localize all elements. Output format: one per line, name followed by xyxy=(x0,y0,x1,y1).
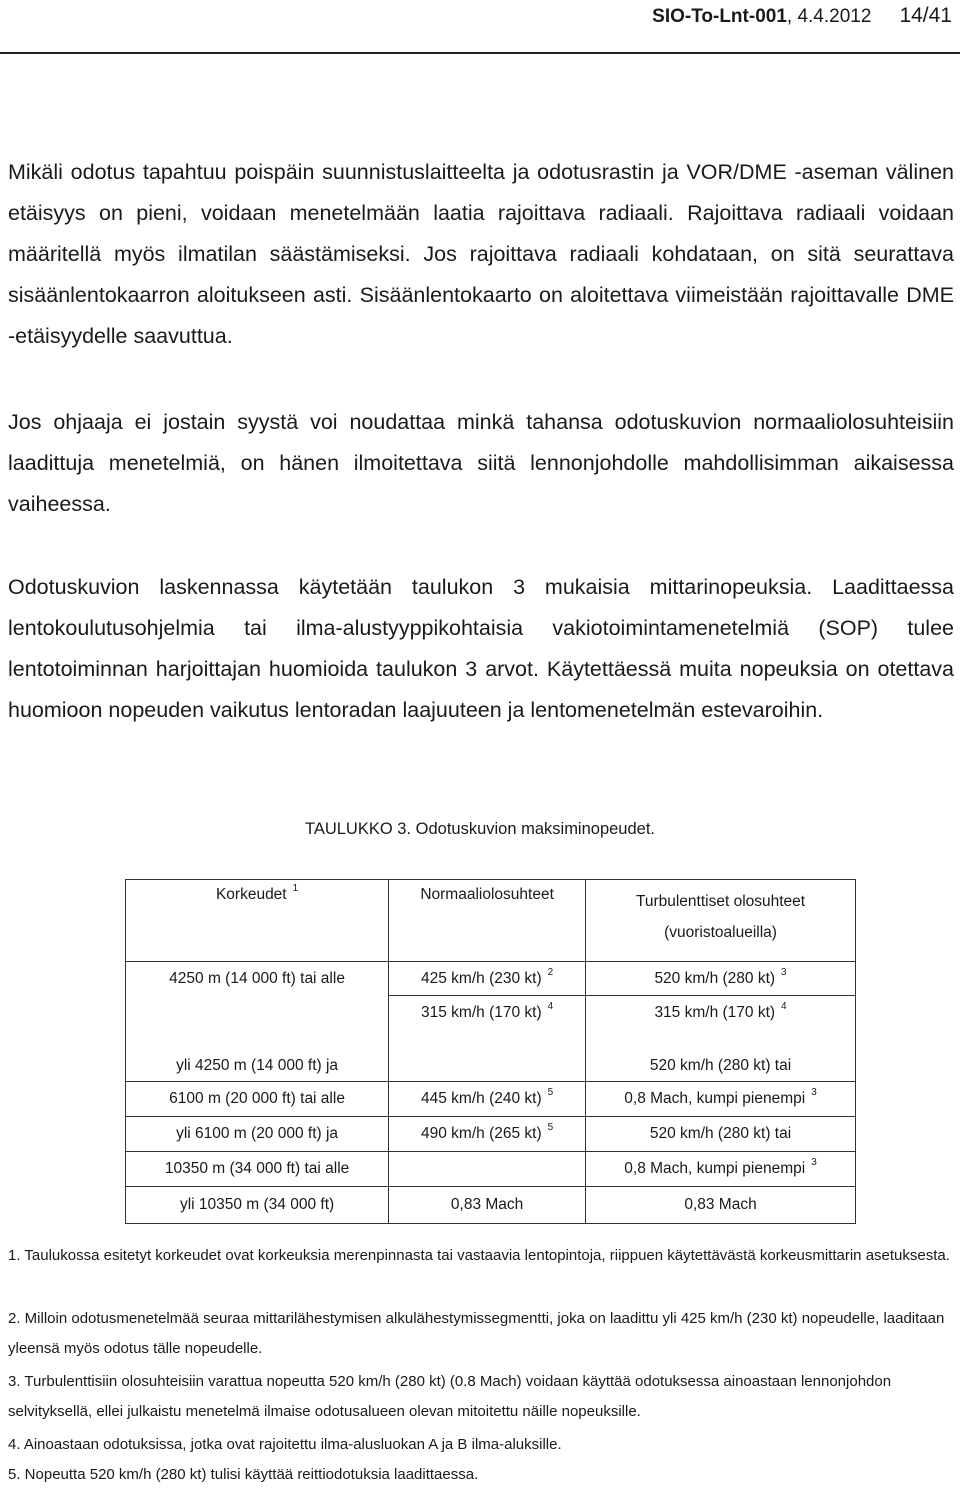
cell-turbulent: 0,8 Mach, kumpi pienempi $^3$ xyxy=(586,1152,856,1187)
cell-normal xyxy=(389,1030,586,1082)
cell-turbulent: 0,83 Mach xyxy=(586,1187,856,1224)
table-row xyxy=(126,1152,856,1187)
table-row xyxy=(126,1030,856,1082)
paragraph-limiting-radial: Mikäli odotus tapahtuu poispäin suunnistuslaitteelta ja odotusrastin ja VOR/DME -aseman välinen etäisyys on pieni, voidaan menetelmään laatia rajoittava radiaali. Rajoittava radiaali voidaan määritellä myös ilmatilan säästämiseksi. Jos rajoittava radiaali kohdataan, on sitä seurattava sisäänlentokaarron aloitukseen asti. Sisäänlentokaarto on aloitettava viimeistään rajoittavalle DME -etäisyydelle saavuttua. xyxy=(8,160,954,348)
document-date: , 4.4.2012 xyxy=(786,6,872,27)
cell-normal: 445 km/h (240 kt) $^5$ xyxy=(389,1082,586,1117)
table-row xyxy=(126,1187,856,1224)
cell-altitude: 4250 m (14 000 ft) tai alle xyxy=(126,962,389,996)
footnote-ref: 3 xyxy=(811,1157,817,1168)
paragraph-pilot-notification: Jos ohjaaja ei jostain syystä voi noudattaa minkä tahansa odotuskuvion normaaliolosuhteisiin laadittuja menetelmiä, on hänen ilmoitettava siitä lennonjohdolle mahdollisimman aikaisessa vaiheessa. xyxy=(8,410,954,516)
cell-turbulent: 315 km/h (170 kt) $^4$ xyxy=(586,996,856,1030)
header-turbulent-conditions: Turbulenttiset olosuhteet (vuoristoalueilla) xyxy=(586,880,856,962)
footnote-ref: 5 xyxy=(547,1087,554,1098)
header-rule xyxy=(0,52,960,54)
cell-turbulent: 0,8 Mach, kumpi pienempi $^3$ xyxy=(586,1082,856,1117)
header-normal-conditions: Normaaliolosuhteet xyxy=(389,880,586,962)
footnote-1: 1. Taulukossa esitetyt korkeudet ovat korkeuksia merenpinnasta tai vastaavia lentopintoja, riippuen käytettävästä korkeusmittarin asetuksesta. xyxy=(8,1247,950,1264)
header-altitudes: Korkeudet $^1$ xyxy=(126,880,389,962)
cell-altitude xyxy=(126,996,389,1030)
cell-turbulent: 520 km/h (280 kt) tai xyxy=(586,1117,856,1152)
footnote-4: 4. Ainoastaan odotuksissa, jotka ovat rajoitettu ilma-alusluokan A ja B ilma-aluksille. xyxy=(8,1436,562,1453)
footnote-3: 3. Turbulenttisiin olosuhteisiin varattua nopeutta 520 km/h (280 kt) (0.8 Mach) voidaan käyttää odotuksessa ainoastaan lennonjohdon selvityksellä, ellei julkaistu menetelmä ilmaise odotusalueen olevan mitoitettu näille nopeuksille. xyxy=(8,1373,892,1420)
cell-turbulent: 520 km/h (280 kt) tai xyxy=(586,1030,856,1082)
footnote-ref: 2 xyxy=(547,966,554,978)
table-row xyxy=(126,962,856,996)
paragraph-speed-calculation: Odotuskuvion laskennassa käytetään taulukon 3 mukaisia mittarinopeuksia. Laadittaessa lentokoulutusohjelmia tai ilma-alustyyppikohtaisia vakiotoimintamenetelmiä (SOP) tulee lentotoiminnan harjoittajan huomioida taulukon 3 arvot. Käytettäessä muita nopeuksia on otettava huomioon nopeuden vaikutus lentoradan laajuuteen ja lentomenetelmän estevaroihin. xyxy=(8,575,954,722)
cell-turbulent: 520 km/h (280 kt) $^3$ xyxy=(586,962,856,996)
footnote-ref: 3 xyxy=(781,966,787,978)
footnote-5: 5. Nopeutta 520 km/h (280 kt) tulisi käyttää reittiodotuksia laadittaessa. xyxy=(8,1466,479,1483)
table-row xyxy=(126,1117,856,1152)
cell-altitude: yli 10350 m (34 000 ft) xyxy=(126,1187,389,1224)
footnote-ref: 4 xyxy=(781,1000,787,1012)
cell-normal xyxy=(389,1152,586,1187)
holding-speed-table xyxy=(125,879,856,1224)
cell-normal: 425 km/h (230 kt) $^2$ xyxy=(389,962,586,996)
footnote-ref: 5 xyxy=(547,1122,554,1133)
footnote-2: 2. Milloin odotusmenetelmää seuraa mittarilähestymisen alkulähestymissegmentti, joka on laadittu yli 425 km/h (230 kt) nopeudelle, laaditaan yleensä myös odotus tälle nopeudelle. xyxy=(8,1310,945,1357)
footnote-ref: 4 xyxy=(547,1000,554,1012)
cell-altitude: yli 6100 m (20 000 ft) ja xyxy=(126,1117,389,1152)
footnote-ref: 1 xyxy=(292,883,299,894)
cell-altitude: yli 4250 m (14 000 ft) ja xyxy=(126,1030,389,1082)
cell-altitude: 6100 m (20 000 ft) tai alle xyxy=(126,1082,389,1117)
cell-normal: 0,83 Mach xyxy=(389,1187,586,1224)
footnote-ref: 3 xyxy=(811,1087,817,1098)
document-id: SIO-To-Lnt-001 xyxy=(652,6,787,27)
table-caption: TAULUKKO 3. Odotuskuvion maksiminopeudet. xyxy=(304,820,656,838)
page-header xyxy=(0,0,960,55)
cell-normal: 315 km/h (170 kt) $^4$ xyxy=(389,996,586,1030)
table-row xyxy=(126,996,856,1030)
table-header-row xyxy=(126,880,856,962)
header-text xyxy=(652,4,952,28)
table-row xyxy=(126,1082,856,1117)
page-number: 14/41 xyxy=(899,4,952,27)
cell-normal: 490 km/h (265 kt) $^5$ xyxy=(389,1117,586,1152)
cell-altitude: 10350 m (34 000 ft) tai alle xyxy=(126,1152,389,1187)
